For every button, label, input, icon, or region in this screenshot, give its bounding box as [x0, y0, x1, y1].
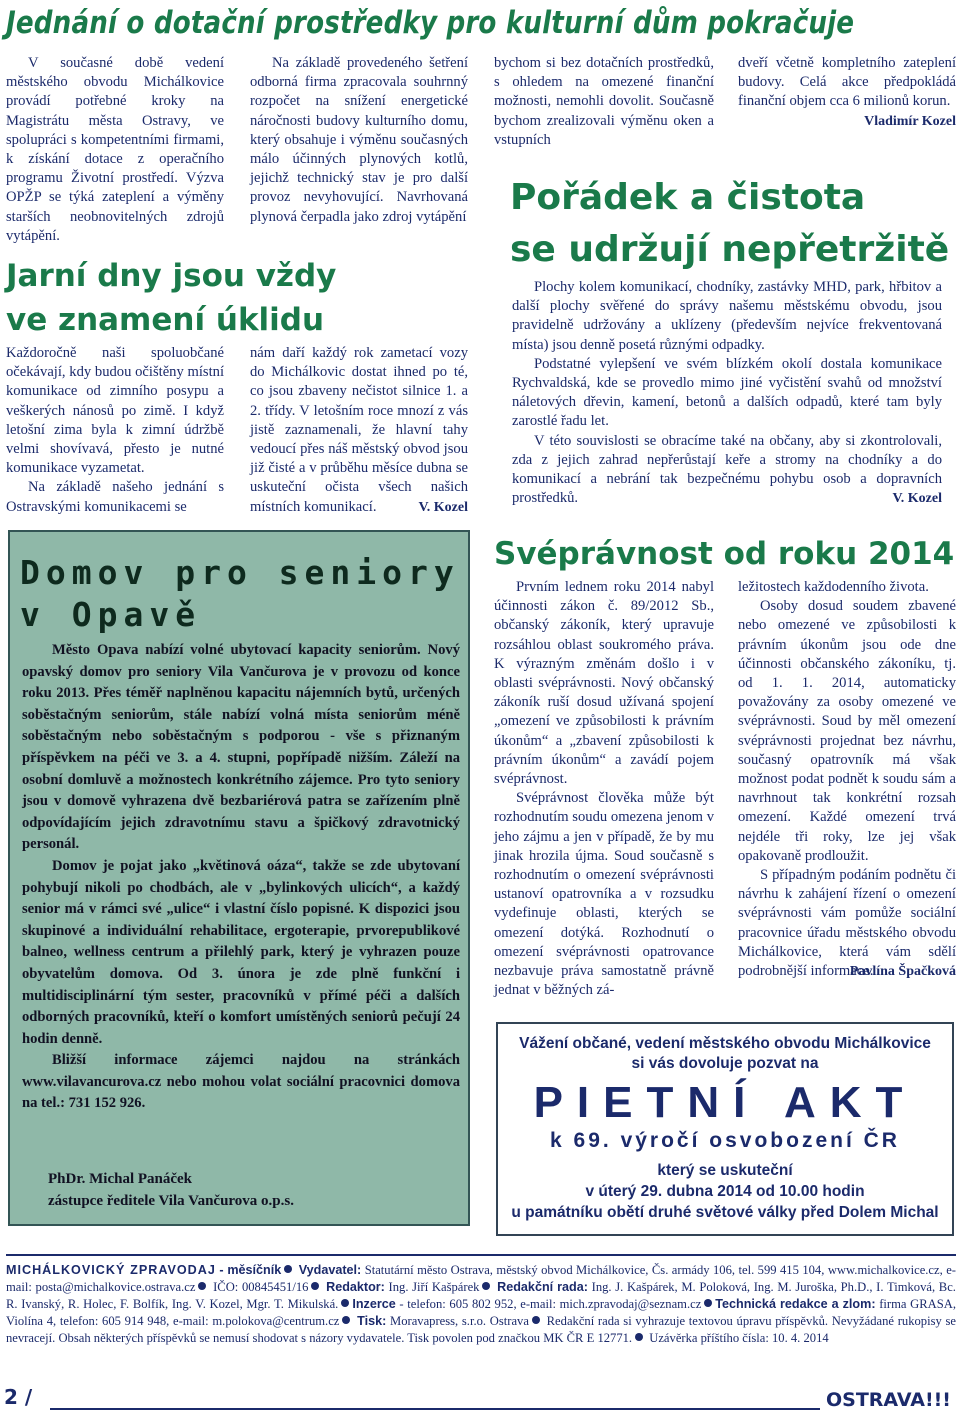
- page-number: 2 /: [4, 1385, 33, 1409]
- tech-label: Technická redakce a zlom:: [715, 1297, 876, 1311]
- domov-text: [22, 640, 460, 1115]
- bullet-icon: [482, 1282, 490, 1290]
- domov-sign-role: zástupce ředitele Vila Vančurova o.p.s.: [48, 1193, 294, 1209]
- article1-col2: [250, 54, 468, 227]
- domov-box: [8, 530, 470, 1226]
- article3-p1: Plochy kolem komunikací, chodníky, zastávky MHD, park, hřbitov a další plochy svěřené do správy našemu městskému obvodu, jsou pravidelně udržovány a uklízeny (především nejvíce frekventovaná místa) jsou denně posetá různými odpadky.: [512, 279, 942, 353]
- bottom-rule: [50, 1408, 820, 1410]
- invitation-line4: v úterý 29. dubna 2014 od 10.00 hodin: [585, 1183, 865, 1200]
- ico-text: IČO: 00845451/16: [213, 1280, 309, 1294]
- article3-body: [512, 278, 942, 509]
- article2-headline-line1: Jarní dny jsou vždy: [6, 258, 337, 294]
- invitation-line3: který se uskuteční: [657, 1162, 793, 1179]
- bullet-icon: [704, 1299, 712, 1307]
- article2-headline-line2: ve znamení úklidu: [6, 302, 325, 338]
- invitation-title: PIETNÍ AKT: [533, 1078, 917, 1127]
- article5-col2-p1: ležitostech každodenního života.: [738, 579, 929, 595]
- city-label: OSTRAVA!!!: [826, 1389, 951, 1411]
- domov-p1: Město Opava nabízí volné ubytovací kapacity seniorům. Nový opavský domov pro seniory Vila Vančurova je v provozu od konce roku 2013. Přes téměř naplněnou kapacitu nájemních bytů, určených soběstačným seniorům, stále nabízí volná místa seniorům méně soběstačným nebo soběstačným s podporou - vše s přiznaným příspěvkem na péči ve 3. a 4. stupni, popřípadě nižším. Záleží na osobní domluvě a možnostech konkrétního zájemce. Pro tyto seniory jsou v domově vyhrazena dvě bezbariérová patra se zařízením plně odpovídajícím jejich zdravotnímu stavu a špičkový zdravotnický personál.: [22, 642, 460, 853]
- footer-rule: [6, 1254, 956, 1256]
- article2-col1-p2: Na základě našeho jednání s Ostravskými komunikacemi se: [6, 479, 224, 515]
- article1-col1: [6, 54, 224, 246]
- article3-headline-line1: Pořádek a čistota: [510, 177, 866, 218]
- bullet-icon: [311, 1282, 319, 1290]
- article2-headline: [6, 254, 476, 342]
- domov-sign-name: PhDr. Michal Panáček: [48, 1171, 193, 1187]
- tech-text: firma GRASA, Violína 4, telefon: 605 914 948, e-mail: m.polokova@centrum.cz: [6, 1297, 957, 1328]
- article3-headline: [510, 172, 956, 276]
- article5-signature: Pavlína Špačková: [849, 964, 956, 980]
- article1-col4: [738, 54, 956, 131]
- article2-col2: [250, 344, 468, 517]
- invitation-line1: Vážení občané, vedení městského obvodu Michálkovice: [519, 1035, 931, 1052]
- article2-signature: V. Kozel: [418, 499, 468, 515]
- domov-p2: Domov je pojat jako „květinová oáza“, takže se zde ubytovaní pohybují nikoli po chodbách, ale v „bylinkových ulicích“, a každý senior má v rámci své „ulice“ i vlastní číslo popisné. K dispozici jsou skupinové a individuální rehabilitace, ergoterapie, prvorepublikové balneo, wellness centrum a přilehlý park, který je vyhrazen pouze obyvatelům domova. Od 3. února je zde plně funkční i multidisciplinární tým sester, pracovníků v přímé péči a dalších odborných pracovníků, kteří o komfort umístěných seniorů pečují 24 hodin denně.: [22, 857, 460, 1047]
- article5-col1-p1: Prvním lednem roku 2014 nabyl účinnosti zákon č. 89/2012 Sb., občanský zákoník, který upravuje rozsáhlou oblast soukromého práva. K výrazným změnám došlo i v oblasti svéprávnosti. Nový občanský zákoník ruší dosud užívaná spojení „omezení ve způsobilosti k právním úkonům“ a „zbavení způsobilosti k právním úkonům“ a zavádí pojem svéprávnost.: [494, 579, 714, 788]
- article3-headline-line2: se udržují nepřetržitě: [510, 229, 950, 270]
- invitation-subtitle: k 69. výročí osvobození ČR: [550, 1129, 900, 1152]
- note1-text: Redakční rada si vyhrazuje textovou úpravu příspěvků. Nevyžádané rukopisy se nevracejí.: [6, 1314, 956, 1345]
- bullet-icon: [635, 1333, 643, 1341]
- footer-masthead: [6, 1262, 956, 1347]
- article1-col3-text: bychom si bez dotačních prostředků, s ohledem na omezené finanční možnosti, nemohli dovolit. Současně bychom zrealizovali výměnu oken a vstupních: [494, 55, 714, 148]
- editor-text: Ing. Jiří Kašpárek: [388, 1280, 480, 1294]
- article3-signature: V. Kozel: [892, 491, 942, 507]
- article3-p2: Podstatné vylepšení ve svém blízkém okolí dostala komunikace Rychvaldská, kde se provedlo mimo jiné vyčistění svahů od množství náletových dřevin, kamení, betonů a dalších odpadů, které tam byly zarostlé řadu let.: [512, 355, 942, 430]
- article3-p3: V této souvislosti se obracíme také na občany, aby si zkontrolovali, zda z jejich zahrad nepřerůstají keře a stromy na chodníky a do komunikací a nebrání tak bezpečnému pohybu osob a dopravních prostředků.: [512, 432, 942, 507]
- article5-col1-p2: Svéprávnost člověka může být rozhodnutím soudu omezena jenom v jeho zájmu a jen v případě, že by mu jinak hrozila újma. Soud současně s rozhodnutím o omezení svéprávnosti ustanoví opatrovníka a v rozsudku vydefinuje oblasti, kterých se omezení dotýká. Rozhodnutí o omezení svéprávnosti opatrovance nezbavuje práva samostatně právně jednat v běžných zá-: [494, 790, 714, 999]
- domov-headline-line1: Domov pro seniory: [20, 553, 460, 592]
- article1-col3: [494, 54, 714, 150]
- article5-col2-p2: Osoby dosud soudem zbavené nebo omezené ve způsobilosti k právním úkonům jsou ode dne účinnosti občanského zákoníku, tj. od 1. 1. 2014, automaticky považovány za osoby omezené ve svéprávnosti. Soud by měl omezení svéprávnosti projednat bez návrhu, současný opatrovník má však možnost podat podnět k soudu sám a navrhnout tak konkrétní rozsah omezení. Každé omezení trvá nejdéle tři roky, lze jej však opakovaně prodloužit.: [738, 598, 956, 864]
- print-label: Tisk:: [357, 1314, 387, 1328]
- bullet-icon: [342, 1316, 350, 1324]
- article2-col2-text: nám daří každý rok zametací vozy do Michálkovic dostat ihned po té, co jsou zbaveny nečistot silnice 1. a 2. třídy. V letošním roce mnozí z vás jistě zaznamenali, že hlavní tahy vedoucí přes náš městský obvod jsou již čisté a v průběhu měsíce dubna se uskuteční očista všech našich místních komunikací.: [250, 345, 468, 515]
- ads-text: - telefon: 605 802 952, e-mail: mich.zpravodaj@seznam.cz: [399, 1297, 702, 1311]
- article5-headline: Svéprávnost od roku 2014: [494, 536, 955, 572]
- bullet-icon: [341, 1299, 349, 1307]
- board-text: Ing. J. Kašpárek, M. Poloková, Ing. M. Juroška, Ph.D., I. Timková, Bc. R. Ivanský, R. Holec, F. Bolfík, Ing. V. Kozel, Mgr. T. Mikulská.: [6, 1280, 956, 1311]
- pietni-akt-box: [496, 1022, 954, 1236]
- article1-col2-text: Na základě provedeného šetření odborná firma zpracovala souhrnný rozpočet na snížení energetické náročnosti budovy kulturního domu, který obsahuje i výměnu současných málo účinných plynových kotlů, jejichž technický stav je pro další provoz nevyhovující. Navrhovaná plynová čerpadla jako zdroj vytápění: [250, 55, 468, 225]
- publisher-label: Vydavatel:: [298, 1263, 362, 1277]
- article2-col1-p1: Každoročně naši spoluobčané očekávají, kdy budou očištěny místní komunikace od zimního posypu a veškerých nánosů po zimě. I když letošní zima byla k zimní údržbě velmi shovívavá, přesto je nutné komunikace vyzametat.: [6, 345, 224, 477]
- invitation-line5: u památníku obětí druhé světové války před Dolem Michal: [511, 1204, 939, 1221]
- print-text: Moravapress, s.r.o. Ostrava: [390, 1314, 529, 1328]
- ads-label: Inzerce: [352, 1297, 396, 1311]
- page-headline: Jednání o dotační prostředky pro kulturní dům pokračuje: [6, 5, 855, 41]
- article1-col4-text: dveří včetně kompletního zateplení budovy. Celá akce předpokládá finanční objem cca 6 milionů korun.: [738, 55, 956, 110]
- publisher-text: Statutární město Ostrava, městský obvod Michálkovice, Čs. armády 106, tel. 599 415 104, www.michalkovice.cz, e-mail: posta@michalkovice.ostrava.cz: [6, 1263, 956, 1294]
- invitation-line2: si vás dovoluje pozvat na: [631, 1055, 819, 1072]
- domov-signature: [48, 1168, 294, 1212]
- bullet-icon: [198, 1282, 206, 1290]
- domov-headline-line2: v Opavě: [20, 595, 202, 634]
- masthead-title: MICHÁLKOVICKÝ ZPRAVODAJ: [6, 1263, 216, 1277]
- article5-col2: [738, 578, 956, 981]
- deadline-text: Uzávěrka příštího čísla: 10. 4. 2014: [649, 1331, 829, 1345]
- article1-col1-text: V současné době vedení městského obvodu Michálkovice provádí potřebné kroky na Magistrátu města Ostravy, ve spolupráci s kompetentními firmami, k získání dotace z operačního programu Životní prostředí. Výzva OPŽP se týká zateplení a výměny starších neobnovitelných zdrojů vytápění.: [6, 55, 224, 244]
- article5-col1: [494, 578, 714, 1000]
- note2-text: Obsah některých příspěvků se nemusí shodovat s názory vydavatele. Tisk povolen pod značkou MK ČR E 12771.: [58, 1331, 633, 1345]
- masthead-periodicity: - měsíčník: [219, 1263, 282, 1277]
- bullet-icon: [284, 1265, 292, 1273]
- article5-col2-p3: S případným podáním podnětu či návrhu k zahájení řízení o omezení svéprávnosti vám pomůže sociální pracovnice úřadu městského obvodu Michálkovice, která vám sdělí podrobnější informace.: [738, 867, 956, 980]
- article1-signature: Vladimír Kozel: [864, 113, 956, 129]
- bullet-icon: [532, 1316, 540, 1324]
- domov-p3: Bližší informace zájemci najdou na stránkách www.vilavancurova.cz nebo mohou volat sociální pracovnici domova na tel.: 731 152 926.: [22, 1052, 460, 1112]
- editor-label: Redaktor:: [326, 1280, 385, 1294]
- article2-col1: [6, 344, 224, 517]
- board-label: Redakční rada:: [497, 1280, 588, 1294]
- domov-headline: [20, 552, 460, 636]
